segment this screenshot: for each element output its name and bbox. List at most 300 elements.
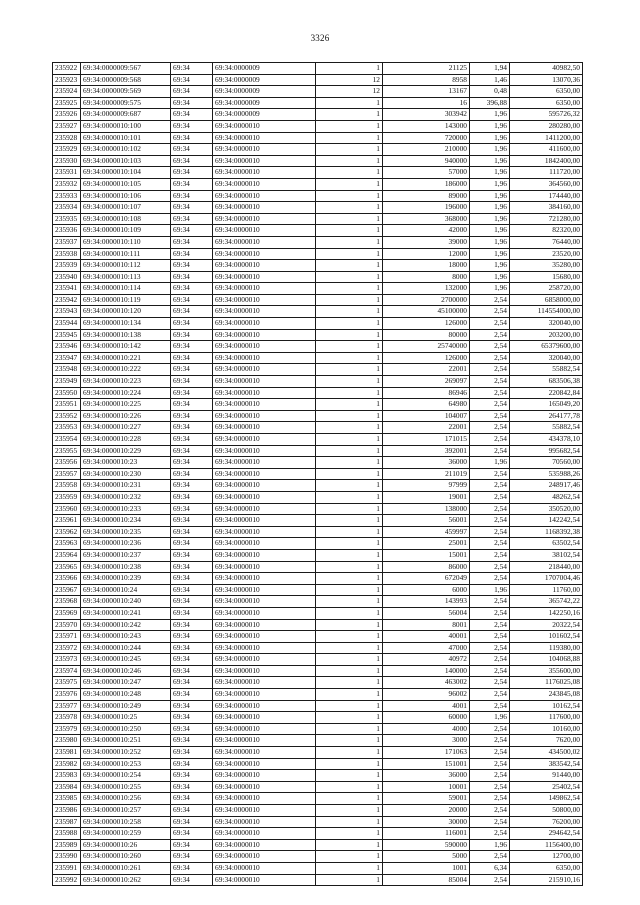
district-code-cell: 69:34 <box>171 422 213 434</box>
area-cell: 12000 <box>383 248 470 260</box>
table-row <box>53 457 583 469</box>
row-number-cell: 235940 <box>53 271 81 283</box>
rate-cell: 2,54 <box>470 654 510 666</box>
count-cell: 1 <box>316 283 383 295</box>
cadastral-value-cell: 995682,54 <box>510 445 583 457</box>
row-number-cell: 235930 <box>53 155 81 167</box>
quarter-number-cell: 69:34:0000010 <box>213 642 316 654</box>
district-code-cell: 69:34 <box>171 584 213 596</box>
quarter-number-cell: 69:34:0000010 <box>213 874 316 886</box>
rate-cell: 396,88 <box>470 97 510 109</box>
rate-cell: 1,96 <box>470 283 510 295</box>
cadastral-value-cell: 218440,00 <box>510 561 583 573</box>
table-row <box>53 445 583 457</box>
rate-cell: 2,54 <box>470 561 510 573</box>
cadastral-value-cell: 12700,00 <box>510 851 583 863</box>
table-row <box>53 376 583 388</box>
table-row <box>53 573 583 585</box>
cadastral-number-cell: 69:34:0000010:248 <box>81 689 171 701</box>
row-number-cell: 235973 <box>53 654 81 666</box>
rate-cell: 2,54 <box>470 422 510 434</box>
cadastral-value-cell: 104068,88 <box>510 654 583 666</box>
count-cell: 1 <box>316 619 383 631</box>
row-number-cell: 235931 <box>53 167 81 179</box>
quarter-number-cell: 69:34:0000010 <box>213 468 316 480</box>
rate-cell: 1,96 <box>470 271 510 283</box>
cadastral-value-cell: 10162,54 <box>510 700 583 712</box>
district-code-cell: 69:34 <box>171 735 213 747</box>
district-code-cell: 69:34 <box>171 654 213 666</box>
cadastral-value-cell: 114554000,00 <box>510 306 583 318</box>
count-cell: 1 <box>316 689 383 701</box>
cadastral-number-cell: 69:34:0000010:256 <box>81 793 171 805</box>
area-cell: 143993 <box>383 596 470 608</box>
district-code-cell: 69:34 <box>171 665 213 677</box>
cadastral-value-cell: 20322,54 <box>510 619 583 631</box>
row-number-cell: 235936 <box>53 225 81 237</box>
area-cell: 8000 <box>383 271 470 283</box>
district-code-cell: 69:34 <box>171 352 213 364</box>
quarter-number-cell: 69:34:0000010 <box>213 271 316 283</box>
rate-cell: 2,54 <box>470 515 510 527</box>
cadastral-value-cell: 220842,84 <box>510 387 583 399</box>
area-cell: 171015 <box>383 434 470 446</box>
table-row <box>53 306 583 318</box>
area-cell: 590000 <box>383 839 470 851</box>
table-row <box>53 399 583 411</box>
table-row <box>53 63 583 75</box>
cadastral-value-cell: 350520,00 <box>510 503 583 515</box>
quarter-number-cell: 69:34:0000010 <box>213 793 316 805</box>
row-number-cell: 235953 <box>53 422 81 434</box>
district-code-cell: 69:34 <box>171 318 213 330</box>
table-row <box>53 283 583 295</box>
district-code-cell: 69:34 <box>171 839 213 851</box>
table-row <box>53 781 583 793</box>
row-number-cell: 235968 <box>53 596 81 608</box>
rate-cell: 6,34 <box>470 862 510 874</box>
cadastral-number-cell: 69:34:0000010:240 <box>81 596 171 608</box>
count-cell: 1 <box>316 306 383 318</box>
count-cell: 1 <box>316 712 383 724</box>
table-row <box>53 642 583 654</box>
cadastral-value-cell: 320040,00 <box>510 318 583 330</box>
table-row <box>53 758 583 770</box>
table-row <box>53 526 583 538</box>
quarter-number-cell: 69:34:0000009 <box>213 97 316 109</box>
cadastral-number-cell: 69:34:0000010:119 <box>81 294 171 306</box>
table-row <box>53 74 583 86</box>
table-row <box>53 677 583 689</box>
count-cell: 1 <box>316 770 383 782</box>
district-code-cell: 69:34 <box>171 213 213 225</box>
count-cell: 1 <box>316 422 383 434</box>
cadastral-number-cell: 69:34:0000010:255 <box>81 781 171 793</box>
count-cell: 1 <box>316 248 383 260</box>
rate-cell: 2,54 <box>470 607 510 619</box>
area-cell: 89000 <box>383 190 470 202</box>
count-cell: 1 <box>316 561 383 573</box>
row-number-cell: 235944 <box>53 318 81 330</box>
rate-cell: 1,96 <box>470 190 510 202</box>
area-cell: 56004 <box>383 607 470 619</box>
rate-cell: 1,96 <box>470 225 510 237</box>
district-code-cell: 69:34 <box>171 434 213 446</box>
count-cell: 1 <box>316 144 383 156</box>
district-code-cell: 69:34 <box>171 712 213 724</box>
row-number-cell: 235956 <box>53 457 81 469</box>
row-number-cell: 235941 <box>53 283 81 295</box>
quarter-number-cell: 69:34:0000010 <box>213 538 316 550</box>
district-code-cell: 69:34 <box>171 573 213 585</box>
area-cell: 86946 <box>383 387 470 399</box>
cadastral-number-cell: 69:34:0000010:138 <box>81 329 171 341</box>
cadastral-value-cell: 111720,00 <box>510 167 583 179</box>
district-code-cell: 69:34 <box>171 596 213 608</box>
quarter-number-cell: 69:34:0000010 <box>213 758 316 770</box>
cadastral-number-cell: 69:34:0000010:242 <box>81 619 171 631</box>
district-code-cell: 69:34 <box>171 642 213 654</box>
district-code-cell: 69:34 <box>171 723 213 735</box>
row-number-cell: 235986 <box>53 805 81 817</box>
district-code-cell: 69:34 <box>171 468 213 480</box>
area-cell: 45100000 <box>383 306 470 318</box>
cadastral-number-cell: 69:34:0000010:223 <box>81 376 171 388</box>
area-cell: 8958 <box>383 74 470 86</box>
cadastral-value-cell: 55882,54 <box>510 422 583 434</box>
count-cell: 1 <box>316 828 383 840</box>
area-cell: 16 <box>383 97 470 109</box>
district-code-cell: 69:34 <box>171 399 213 411</box>
district-code-cell: 69:34 <box>171 480 213 492</box>
district-code-cell: 69:34 <box>171 805 213 817</box>
district-code-cell: 69:34 <box>171 306 213 318</box>
district-code-cell: 69:34 <box>171 700 213 712</box>
cadastral-value-cell: 25402,54 <box>510 781 583 793</box>
quarter-number-cell: 69:34:0000010 <box>213 619 316 631</box>
area-cell: 269097 <box>383 376 470 388</box>
cadastral-number-cell: 69:34:0000010:233 <box>81 503 171 515</box>
table-body <box>53 63 583 886</box>
cadastral-number-cell: 69:34:0000010:142 <box>81 341 171 353</box>
count-cell: 1 <box>316 723 383 735</box>
cadastral-number-cell: 69:34:0000010:25 <box>81 712 171 724</box>
quarter-number-cell: 69:34:0000010 <box>213 515 316 527</box>
count-cell: 1 <box>316 549 383 561</box>
area-cell: 80000 <box>383 329 470 341</box>
row-number-cell: 235971 <box>53 631 81 643</box>
rate-cell: 1,96 <box>470 839 510 851</box>
cadastral-number-cell: 69:34:0000010:225 <box>81 399 171 411</box>
quarter-number-cell: 69:34:0000010 <box>213 283 316 295</box>
district-code-cell: 69:34 <box>171 74 213 86</box>
district-code-cell: 69:34 <box>171 549 213 561</box>
row-number-cell: 235960 <box>53 503 81 515</box>
table-row <box>53 120 583 132</box>
cadastral-value-cell: 364560,00 <box>510 178 583 190</box>
row-number-cell: 235924 <box>53 86 81 98</box>
area-cell: 21125 <box>383 63 470 75</box>
quarter-number-cell: 69:34:0000010 <box>213 387 316 399</box>
row-number-cell: 235926 <box>53 109 81 121</box>
area-cell: 116001 <box>383 828 470 840</box>
count-cell: 1 <box>316 155 383 167</box>
cadastral-value-cell: 215910,16 <box>510 874 583 886</box>
district-code-cell: 69:34 <box>171 445 213 457</box>
area-cell: 143000 <box>383 120 470 132</box>
table-row <box>53 665 583 677</box>
cadastral-number-cell: 69:34:0000010:236 <box>81 538 171 550</box>
rate-cell: 2,54 <box>470 445 510 457</box>
quarter-number-cell: 69:34:0000010 <box>213 155 316 167</box>
row-number-cell: 235943 <box>53 306 81 318</box>
quarter-number-cell: 69:34:0000010 <box>213 503 316 515</box>
cadastral-value-cell: 355600,00 <box>510 665 583 677</box>
rate-cell: 2,54 <box>470 816 510 828</box>
row-number-cell: 235974 <box>53 665 81 677</box>
quarter-number-cell: 69:34:0000010 <box>213 294 316 306</box>
district-code-cell: 69:34 <box>171 120 213 132</box>
area-cell: 4001 <box>383 700 470 712</box>
cadastral-number-cell: 69:34:0000010:108 <box>81 213 171 225</box>
cadastral-number-cell: 69:34:0000010:249 <box>81 700 171 712</box>
district-code-cell: 69:34 <box>171 190 213 202</box>
area-cell: 39000 <box>383 236 470 248</box>
cadastral-value-cell: 55882,54 <box>510 364 583 376</box>
cadastral-value-cell: 50800,00 <box>510 805 583 817</box>
cadastral-number-cell: 69:34:0000010:226 <box>81 410 171 422</box>
district-code-cell: 69:34 <box>171 526 213 538</box>
cadastral-value-cell: 165049,20 <box>510 399 583 411</box>
cadastral-number-cell: 69:34:0000010:222 <box>81 364 171 376</box>
table-row <box>53 723 583 735</box>
cadastral-number-cell: 69:34:0000010:247 <box>81 677 171 689</box>
rate-cell: 2,54 <box>470 793 510 805</box>
quarter-number-cell: 69:34:0000010 <box>213 561 316 573</box>
row-number-cell: 235984 <box>53 781 81 793</box>
quarter-number-cell: 69:34:0000010 <box>213 399 316 411</box>
cadastral-value-cell: 1176025,08 <box>510 677 583 689</box>
district-code-cell: 69:34 <box>171 410 213 422</box>
rate-cell: 1,46 <box>470 74 510 86</box>
cadastral-number-cell: 69:34:0000010:221 <box>81 352 171 364</box>
row-number-cell: 235950 <box>53 387 81 399</box>
table-row <box>53 816 583 828</box>
cadastral-value-cell: 35280,00 <box>510 260 583 272</box>
district-code-cell: 69:34 <box>171 248 213 260</box>
cadastral-value-cell: 91440,00 <box>510 770 583 782</box>
cadastral-number-cell: 69:34:0000010:229 <box>81 445 171 457</box>
cadastral-number-cell: 69:34:0000010:238 <box>81 561 171 573</box>
cadastral-value-cell: 70560,00 <box>510 457 583 469</box>
cadastral-number-cell: 69:34:0000010:112 <box>81 260 171 272</box>
cadastral-number-cell: 69:34:0000010:227 <box>81 422 171 434</box>
cadastral-value-cell: 434378,10 <box>510 434 583 446</box>
district-code-cell: 69:34 <box>171 132 213 144</box>
area-cell: 463002 <box>383 677 470 689</box>
table-row <box>53 468 583 480</box>
area-cell: 940000 <box>383 155 470 167</box>
row-number-cell: 235990 <box>53 851 81 863</box>
quarter-number-cell: 69:34:0000010 <box>213 828 316 840</box>
district-code-cell: 69:34 <box>171 236 213 248</box>
district-code-cell: 69:34 <box>171 225 213 237</box>
table-row <box>53 584 583 596</box>
count-cell: 1 <box>316 468 383 480</box>
table-row <box>53 86 583 98</box>
area-cell: 5000 <box>383 851 470 863</box>
table-row <box>53 747 583 759</box>
count-cell: 1 <box>316 434 383 446</box>
count-cell: 1 <box>316 805 383 817</box>
quarter-number-cell: 69:34:0000009 <box>213 86 316 98</box>
row-number-cell: 235957 <box>53 468 81 480</box>
cadastral-value-table <box>52 62 583 886</box>
area-cell: 60000 <box>383 712 470 724</box>
table-row <box>53 132 583 144</box>
rate-cell: 2,54 <box>470 434 510 446</box>
count-cell: 1 <box>316 63 383 75</box>
area-cell: 2700000 <box>383 294 470 306</box>
rate-cell: 2,54 <box>470 781 510 793</box>
cadastral-number-cell: 69:34:0000010:120 <box>81 306 171 318</box>
quarter-number-cell: 69:34:0000010 <box>213 631 316 643</box>
cadastral-value-cell: 142242,54 <box>510 515 583 527</box>
quarter-number-cell: 69:34:0000010 <box>213 352 316 364</box>
cadastral-value-cell: 1411200,00 <box>510 132 583 144</box>
cadastral-number-cell: 69:34:0000010:257 <box>81 805 171 817</box>
count-cell: 1 <box>316 178 383 190</box>
cadastral-value-cell: 294642,54 <box>510 828 583 840</box>
count-cell: 1 <box>316 491 383 503</box>
rate-cell: 2,54 <box>470 631 510 643</box>
district-code-cell: 69:34 <box>171 283 213 295</box>
district-code-cell: 69:34 <box>171 515 213 527</box>
table-row <box>53 271 583 283</box>
rate-cell: 2,54 <box>470 526 510 538</box>
table-row <box>53 341 583 353</box>
row-number-cell: 235987 <box>53 816 81 828</box>
table-row <box>53 805 583 817</box>
area-cell: 1001 <box>383 862 470 874</box>
area-cell: 25740000 <box>383 341 470 353</box>
district-code-cell: 69:34 <box>171 376 213 388</box>
cadastral-number-cell: 69:34:0000010:224 <box>81 387 171 399</box>
quarter-number-cell: 69:34:0000010 <box>213 781 316 793</box>
rate-cell: 1,96 <box>470 132 510 144</box>
cadastral-number-cell: 69:34:0000010:244 <box>81 642 171 654</box>
cadastral-number-cell: 69:34:0000010:261 <box>81 862 171 874</box>
rate-cell: 2,54 <box>470 318 510 330</box>
row-number-cell: 235988 <box>53 828 81 840</box>
table-row <box>53 155 583 167</box>
row-number-cell: 235969 <box>53 607 81 619</box>
cadastral-number-cell: 69:34:0000010:259 <box>81 828 171 840</box>
district-code-cell: 69:34 <box>171 851 213 863</box>
area-cell: 720000 <box>383 132 470 144</box>
count-cell: 1 <box>316 503 383 515</box>
quarter-number-cell: 69:34:0000010 <box>213 735 316 747</box>
count-cell: 1 <box>316 364 383 376</box>
cadastral-number-cell: 69:34:0000010:113 <box>81 271 171 283</box>
cadastral-number-cell: 69:34:0000010:101 <box>81 132 171 144</box>
quarter-number-cell: 69:34:0000010 <box>213 248 316 260</box>
row-number-cell: 235959 <box>53 491 81 503</box>
area-cell: 25001 <box>383 538 470 550</box>
rate-cell: 2,54 <box>470 770 510 782</box>
cadastral-value-cell: 15680,00 <box>510 271 583 283</box>
quarter-number-cell: 69:34:0000010 <box>213 677 316 689</box>
row-number-cell: 235951 <box>53 399 81 411</box>
district-code-cell: 69:34 <box>171 747 213 759</box>
cadastral-number-cell: 69:34:0000010:106 <box>81 190 171 202</box>
district-code-cell: 69:34 <box>171 86 213 98</box>
count-cell: 1 <box>316 329 383 341</box>
row-number-cell: 235991 <box>53 862 81 874</box>
row-number-cell: 235967 <box>53 584 81 596</box>
area-cell: 132000 <box>383 283 470 295</box>
count-cell: 12 <box>316 86 383 98</box>
cadastral-number-cell: 69:34:0000010:231 <box>81 480 171 492</box>
row-number-cell: 235978 <box>53 712 81 724</box>
district-code-cell: 69:34 <box>171 97 213 109</box>
table-row <box>53 202 583 214</box>
district-code-cell: 69:34 <box>171 758 213 770</box>
row-number-cell: 235948 <box>53 364 81 376</box>
area-cell: 18000 <box>383 260 470 272</box>
cadastral-number-cell: 69:34:0000010:241 <box>81 607 171 619</box>
area-cell: 20000 <box>383 805 470 817</box>
quarter-number-cell: 69:34:0000010 <box>213 816 316 828</box>
row-number-cell: 235970 <box>53 619 81 631</box>
count-cell: 1 <box>316 271 383 283</box>
cadastral-value-cell: 721280,00 <box>510 213 583 225</box>
count-cell: 1 <box>316 526 383 538</box>
row-number-cell: 235927 <box>53 120 81 132</box>
district-code-cell: 69:34 <box>171 793 213 805</box>
count-cell: 1 <box>316 318 383 330</box>
count-cell: 1 <box>316 700 383 712</box>
rate-cell: 2,54 <box>470 329 510 341</box>
row-number-cell: 235958 <box>53 480 81 492</box>
rate-cell: 2,54 <box>470 294 510 306</box>
table-row <box>53 225 583 237</box>
count-cell: 1 <box>316 573 383 585</box>
cadastral-number-cell: 69:34:0000010:246 <box>81 665 171 677</box>
rate-cell: 2,54 <box>470 700 510 712</box>
cadastral-number-cell: 69:34:0000010:260 <box>81 851 171 863</box>
rate-cell: 2,54 <box>470 341 510 353</box>
cadastral-value-cell: 383542,54 <box>510 758 583 770</box>
count-cell: 1 <box>316 735 383 747</box>
table-row <box>53 596 583 608</box>
cadastral-value-cell: 243845,08 <box>510 689 583 701</box>
district-code-cell: 69:34 <box>171 874 213 886</box>
row-number-cell: 235975 <box>53 677 81 689</box>
count-cell: 1 <box>316 793 383 805</box>
row-number-cell: 235965 <box>53 561 81 573</box>
district-code-cell: 69:34 <box>171 503 213 515</box>
rate-cell: 1,96 <box>470 260 510 272</box>
cadastral-value-cell: 1156400,00 <box>510 839 583 851</box>
cadastral-number-cell: 69:34:0000010:253 <box>81 758 171 770</box>
count-cell: 1 <box>316 410 383 422</box>
count-cell: 1 <box>316 515 383 527</box>
district-code-cell: 69:34 <box>171 491 213 503</box>
quarter-number-cell: 69:34:0000010 <box>213 596 316 608</box>
quarter-number-cell: 69:34:0000010 <box>213 851 316 863</box>
area-cell: 57000 <box>383 167 470 179</box>
